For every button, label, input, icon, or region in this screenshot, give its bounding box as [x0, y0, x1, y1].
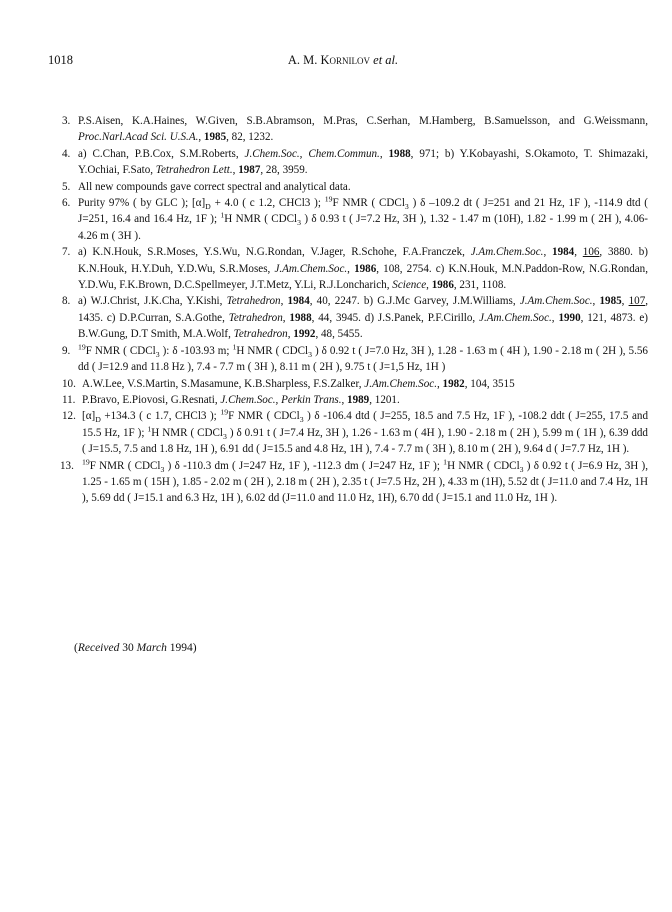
running-head-initials: A. M.	[287, 53, 318, 67]
reference-text: 3	[155, 349, 160, 359]
reference-text: , 44, 3945. d) J.S.Panek, P.F.Cirillo,	[311, 311, 480, 324]
reference-number: 3.	[62, 115, 71, 127]
reference-text: J.Chem.Soc., Chem.Commun.	[244, 147, 380, 160]
reference-text: P.S.Aisen, K.A.Haines, W.Given, S.B.Abramson, M.Pras, C.Serhan, M.Hamberg, B.Samuelsson, and G.Weissmann,	[78, 115, 648, 127]
reference-text: 1989	[347, 393, 370, 406]
reference-text: ,	[426, 279, 432, 292]
reference-text: 1990	[558, 311, 581, 324]
reference-text: , 48, 5455.	[315, 328, 363, 341]
reference-text: Tetrahedron Lett.	[155, 164, 233, 177]
reference-text: 3	[299, 415, 304, 425]
reference-item	[62, 179, 648, 195]
reference-text: 1	[220, 210, 225, 220]
reference-text: 3	[308, 349, 313, 359]
reference-text: ) δ 0.92 t ( J=7.0 Hz, 3H ), 1.28 - 1.63 m ( 4H ), 1.90 - 2.18 m ( 2H ), 5.56 dd ( J=12.9 and 11.8 Hz ), 7.4 - 7.7 m ( 3H ), 8.11 m ( 2H ), 9.75 t ( J=1,5 Hz, 1H )	[78, 344, 648, 374]
reference-text: ,	[347, 262, 355, 275]
reference-item	[62, 392, 648, 408]
reference-text: ,	[543, 246, 553, 259]
reference-text: ) δ –109.2 dt ( J=251 and 21 Hz, 1F ), -114.9 dtd ( J=251, 16.4 and 16.4 Hz, 1F );	[78, 197, 648, 226]
reference-text: H NMR ( CDCl	[447, 459, 520, 472]
reference-number: 8.	[62, 295, 71, 308]
reference-text: J.Am.Chem.Soc.	[519, 295, 593, 308]
reference-text: , 971; b) Y.Kobayashi, S.Okamoto, T. Shimazaki, Y.Ochiai, F.Sato,	[78, 147, 648, 177]
reference-number: 6.	[62, 197, 71, 210]
reference-text: , 108, 2754. c) K.N.Houk, M.N.Paddon-Row, N.G.Rondan, Y.D.Wu, F.K.Brown, D.C.Spellmeyer, J.T.Metz, Y.Li, R.J.Loncharich,	[78, 262, 649, 292]
reference-text: ,	[282, 311, 290, 324]
reference-text: [α]	[82, 410, 96, 423]
reference-item	[62, 113, 648, 146]
reference-text: All new compounds gave correct spectral and analytical data.	[78, 180, 351, 193]
running-head	[48, 53, 638, 68]
reference-item	[62, 244, 648, 293]
reference-text: , 28, 3959.	[260, 164, 308, 177]
reference-text: ,	[232, 164, 239, 177]
reference-number: 10.	[62, 377, 76, 390]
reference-text: a) C.Chan, P.B.Cox, S.M.Roberts,	[78, 147, 245, 160]
reference-text: Proc.Narl.Acad Sci. U.S.A.	[78, 131, 199, 144]
reference-text: 1986	[431, 279, 454, 292]
reference-item	[62, 195, 648, 244]
reference-text: 1988	[289, 311, 312, 324]
reference-text: ,	[574, 246, 583, 259]
reference-text: 1984	[552, 246, 575, 259]
reference-text: D	[95, 415, 101, 425]
reference-text: J.Am.Chem.Soc.	[274, 262, 348, 275]
reference-text: ,	[436, 377, 443, 390]
reference-text: J.Am.Chem.Soc.	[470, 246, 544, 259]
reference-text: J.Chem.Soc., Perkin Trans.	[220, 393, 342, 406]
reference-text: Purity 97% ( by GLC ); [α]	[78, 197, 206, 210]
reference-text: 1	[147, 424, 152, 434]
reference-number: 12.	[62, 410, 76, 423]
reference-text: Tetrahedron	[228, 311, 283, 324]
reference-item	[62, 146, 648, 179]
reference-text: , 121, 4873. e) B.W.Gung, D.T Smith, M.A.Wolf,	[78, 311, 648, 341]
page-number: 1018	[48, 53, 73, 67]
reference-text: J.Am.Chem.Soc.	[479, 311, 552, 324]
received-month: March	[136, 642, 167, 654]
reference-text: Tetrahedron	[226, 295, 281, 308]
reference-text: , 3880. b) K.N.Houk, H.Y.Duh, Y.D.Wu, S.R.Moses,	[78, 246, 648, 275]
reference-text: 19	[220, 407, 229, 417]
reference-text: 1984	[287, 295, 310, 308]
reference-text: 3	[160, 464, 165, 474]
reference-text: 19	[82, 456, 90, 466]
reference-text: 106	[582, 246, 600, 259]
reference-text: ) δ -110.3 dm ( J=247 Hz, 1F ), -112.3 dm ( J=247 Hz, 1F );	[164, 459, 444, 472]
reference-text: Science	[392, 279, 427, 292]
reference-text: 3	[519, 464, 524, 474]
reference-text: a) K.N.Houk, S.R.Moses, Y.S.Wu, N.G.Rondan, V.Jager, R.Schohe, F.A.Franczek,	[78, 246, 471, 259]
running-head-surname: Kornilov	[320, 53, 371, 67]
reference-text: , 104, 3515	[464, 377, 515, 390]
reference-text: 1985	[203, 131, 227, 144]
reference-number: 5.	[62, 180, 71, 193]
reference-text: + 4.0 ( c 1.2, CHCl3 );	[210, 197, 325, 210]
running-head-et-al: et al.	[373, 53, 399, 67]
reference-text: 19	[78, 342, 86, 351]
reference-text: , 1201.	[369, 393, 400, 406]
reference-text: F NMR ( CDCl	[89, 459, 161, 472]
reference-text: 1	[232, 342, 237, 351]
reference-text: 3	[297, 218, 302, 228]
reference-item	[62, 408, 648, 457]
reference-text: ,	[379, 147, 389, 160]
reference-text: 1987	[238, 164, 261, 177]
reference-text: 19	[324, 194, 333, 204]
reference-text: 107	[628, 295, 646, 308]
reference-text: 1985	[599, 295, 622, 308]
reference-text: ) δ 0.92 t ( J=6.9 Hz, 3H ), 1.25 - 1.65 m ( 15H ), 1.85 - 2.02 m ( 2H ), 2.18 m ( 2H ), 2.35 t ( J=7.5 Hz, 2H ), 4.33 m (1H), 5.52 dt ( J=11.0 and 7.4 Hz, 1H ), 5.69 dd ( J=15.1 and 6.3 Hz, 1H ), 6.02 dd (J=11.0 and 11.0 Hz, 1H), 6.70 dd ( J=15.1 and 11.0 Hz, 1H ).	[82, 459, 648, 505]
reference-text: , 40, 2247. b) G.J.Mc Garvey, J.M.Williams,	[309, 295, 520, 308]
reference-text: F NMR ( CDCl	[228, 410, 300, 423]
reference-number: 11.	[62, 393, 76, 406]
reference-text: 1	[443, 456, 448, 466]
reference-text: F NMR ( CDCl	[332, 197, 405, 210]
reference-text: 3	[222, 431, 227, 441]
reference-item	[62, 293, 648, 342]
reference-text: ,	[287, 328, 294, 341]
received-date: (Received 30 March 1994)	[74, 642, 197, 654]
reference-text: , 1435. c) D.P.Curran, S.A.Gothe,	[78, 295, 649, 324]
reference-text: ) δ 0.91 t ( J=7.4 Hz, 3H ), 1.26 - 1.63 m ( 4H ), 1.90 - 2.18 m ( 2H ), 5.99 m ( 1H ), 6.39 ddd ( J=15.5, 7.5 and 1.8 Hz, 1H ), 6.91 dd ( J=15.5 and 4.8 Hz, 1H ), 7.4 - 7.7 m ( 3H ), 8.10 m ( 2H ), 9.64 d ( J=7.7 Hz, 1H ).	[82, 426, 648, 456]
reference-text: 3	[404, 202, 409, 212]
reference-text: ): δ -103.93 m;	[159, 344, 233, 357]
reference-text: ,	[592, 295, 600, 308]
reference-text: ,	[551, 311, 559, 324]
reference-item	[62, 376, 648, 392]
reference-text: 1982	[442, 377, 465, 390]
reference-text: +134.3 ( c 1.7, CHCl3 );	[100, 410, 221, 423]
reference-text: H NMR ( CDCl	[224, 213, 298, 226]
reference-number: 9.	[62, 344, 71, 357]
reference-item	[62, 343, 648, 376]
reference-number: 7.	[62, 246, 71, 259]
reference-text: J.Am.Chem.Soc.	[364, 377, 437, 390]
reference-text: H NMR ( CDCl	[151, 426, 223, 439]
reference-number: 4.	[62, 147, 71, 160]
reference-text: H NMR ( CDCl	[236, 344, 309, 357]
received-day: 30	[122, 642, 134, 654]
reference-text: ,	[621, 295, 629, 308]
reference-text: , 231, 1108.	[453, 279, 507, 292]
reference-text: F NMR ( CDCl	[85, 344, 156, 357]
reference-list	[62, 113, 648, 507]
reference-text: A.W.Lee, V.S.Martin, S.Masamune, K.B.Sharpless, F.S.Zalker,	[82, 377, 365, 390]
reference-text: Tetrahedron	[233, 328, 288, 341]
reference-text: 1986	[354, 262, 377, 275]
reference-text: ,	[198, 131, 204, 144]
reference-number: 13.	[60, 459, 74, 472]
reference-text: ,	[341, 393, 348, 406]
reference-text: , 82, 1232.	[226, 131, 274, 144]
received-year: 1994	[169, 642, 193, 654]
reference-text: 1988	[388, 147, 411, 160]
reference-text: 1992	[293, 328, 316, 341]
reference-text: ) δ 0.93 t ( J=7.2 Hz, 3H ), 1.32 - 1.47 m (10H), 1.82 - 1.99 m ( 2H ), 4.06-4.26 m ( 3H ).	[78, 213, 648, 242]
reference-text: ) δ -106.4 dtd ( J=255, 18.5 and 7.5 Hz, 1F ), -108.2 ddt ( J=255, 17.5 and 15.5 Hz, 1F );	[82, 410, 648, 439]
reference-text: D	[205, 202, 211, 212]
reference-text: ,	[280, 295, 288, 308]
reference-item	[62, 458, 648, 507]
reference-text: P.Bravo, E.Piovosi, G.Resnati,	[82, 393, 221, 406]
reference-text: a) W.J.Christ, J.K.Cha, Y.Kishi,	[78, 295, 227, 308]
received-word: Received	[77, 642, 120, 654]
